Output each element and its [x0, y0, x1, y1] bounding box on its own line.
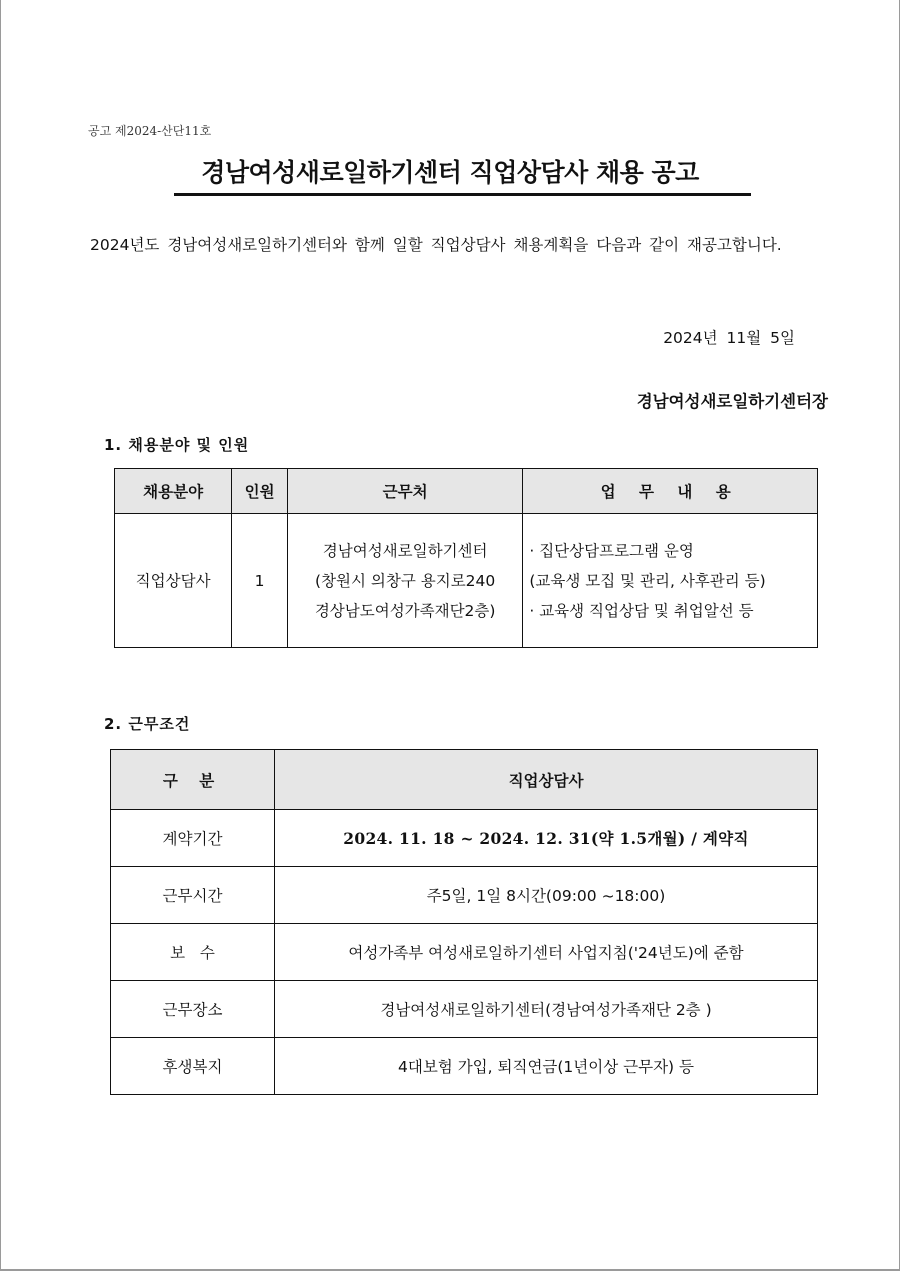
row-value: 주5일, 1일 8시간(09:00 ~18:00): [275, 867, 818, 924]
intro-paragraph: 2024년도 경남여성새로일하기센터와 함께 일할 직업상담사 채용계획을 다음과 같이 재공고합니다.: [90, 236, 782, 254]
header-count: 인원: [232, 469, 288, 514]
section-1-heading: 1. 채용분야 및 인원: [104, 436, 250, 454]
row-label: 보 수: [111, 924, 275, 981]
table-row: [111, 924, 818, 981]
workplace-line: 경남여성새로일하기센터: [322, 541, 488, 560]
row-label: 계약기간: [111, 810, 275, 867]
table-header-row: [111, 750, 818, 810]
title-underline: [174, 193, 751, 196]
duty-line: · 집단상담프로그램 운영: [529, 541, 694, 560]
page-title: 경남여성새로일하기센터 직업상담사 채용 공고: [201, 158, 699, 187]
header-category: 구 분: [111, 750, 275, 810]
document-number: 공고 제2024-산단11호: [88, 124, 212, 138]
section-2-heading: 2. 근무조건: [104, 715, 191, 733]
cell-field: 직업상담사: [115, 514, 232, 648]
row-value: 경남여성새로일하기센터(경남여성가족재단 2층 ): [275, 981, 818, 1038]
work-conditions-table: [110, 749, 818, 1095]
table-row: [111, 981, 818, 1038]
workplace-line: (창원시 의창구 용지로240: [315, 571, 496, 590]
table-row: [111, 810, 818, 867]
row-label: 후생복지: [111, 1038, 275, 1095]
row-value: 2024. 11. 18 ~ 2024. 12. 31(약 1.5개월) / 계약직: [275, 810, 818, 867]
header-workplace: 근무처: [287, 469, 522, 514]
header-position: 직업상담사: [275, 750, 818, 810]
duty-line: · 교육생 직업상담 및 취업알선 등: [529, 601, 754, 620]
issuer-name: 경남여성새로일하기센터장: [636, 392, 828, 411]
header-duties: 업 무 내 용: [523, 469, 818, 514]
table-row: [111, 1038, 818, 1095]
notice-date: 2024년 11월 5일: [663, 329, 795, 347]
workplace-line: 경상남도여성가족재단2층): [314, 601, 496, 620]
row-value: 여성가족부 여성새로일하기센터 사업지침('24년도)에 준함: [275, 924, 818, 981]
row-label: 근무장소: [111, 981, 275, 1038]
header-field: 채용분야: [115, 469, 232, 514]
cell-count: 1: [232, 514, 288, 648]
duty-line: (교육생 모집 및 관리, 사후관리 등): [529, 571, 766, 590]
cell-duties: [523, 514, 818, 648]
recruitment-table: [114, 468, 818, 648]
row-label: 근무시간: [111, 867, 275, 924]
cell-workplace: [287, 514, 522, 648]
table-header-row: [115, 469, 818, 514]
table-row: [111, 867, 818, 924]
row-value: 4대보험 가입, 퇴직연금(1년이상 근무자) 등: [275, 1038, 818, 1095]
table-row: [115, 514, 818, 648]
